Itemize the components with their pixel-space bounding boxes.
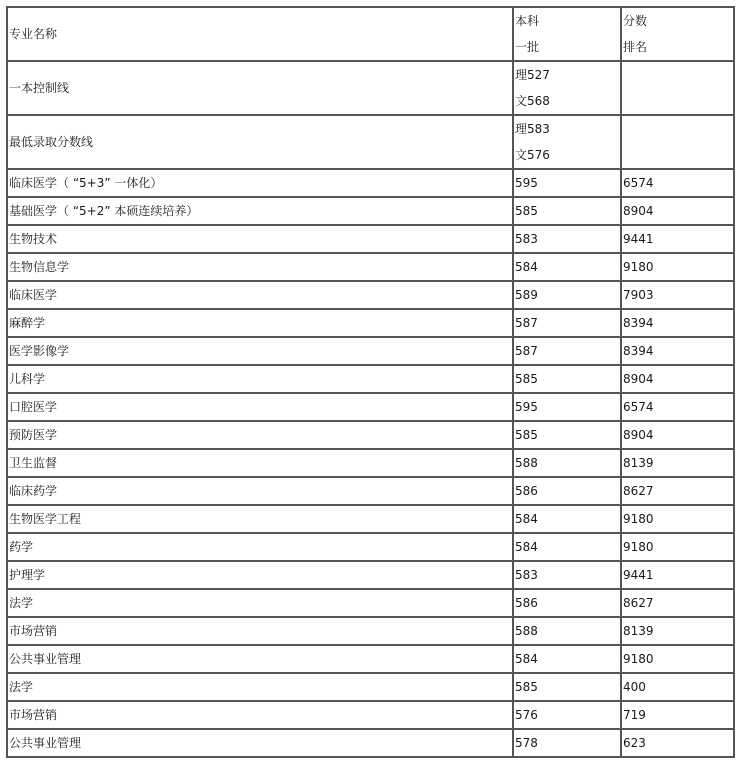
score-cell: 585 [513,673,621,701]
rank-cell: 8139 [621,449,734,477]
control-line-scores [513,61,621,115]
table-row [7,281,734,309]
major-cell: 市场营销 [7,701,513,729]
header-rank [621,7,734,61]
rank-cell: 9180 [621,253,734,281]
header-major-name [7,7,513,61]
score-cell: 584 [513,533,621,561]
rank-cell: 8627 [621,589,734,617]
table-row [7,561,734,589]
table-row [7,617,734,645]
score-cell: 595 [513,393,621,421]
rank-cell: 9441 [621,225,734,253]
header-rank-line1: 分数 [623,14,648,28]
header-score [513,7,621,61]
rank-cell: 9180 [621,645,734,673]
rank-cell: 8904 [621,421,734,449]
major-cell: 临床医学 [7,281,513,309]
score-cell: 585 [513,365,621,393]
score-cell: 586 [513,477,621,505]
score-cell: 587 [513,337,621,365]
score-cell: 586 [513,589,621,617]
header-row [7,7,734,61]
major-cell: 公共事业管理 [7,729,513,757]
rank-cell: 9180 [621,533,734,561]
table-row [7,477,734,505]
table-row [7,225,734,253]
score-cell: 584 [513,645,621,673]
rank-cell: 8627 [621,477,734,505]
major-cell: 市场营销 [7,617,513,645]
min-admission-rank [621,115,734,169]
table-row [7,645,734,673]
score-cell: 595 [513,169,621,197]
table-row [7,505,734,533]
table-row [7,169,734,197]
major-cell: 口腔医学 [7,393,513,421]
rank-cell: 8394 [621,337,734,365]
major-cell: 麻醉学 [7,309,513,337]
major-cell: 医学影像学 [7,337,513,365]
rank-cell: 400 [621,673,734,701]
control-line-label-text: 一本控制线 [9,81,70,95]
score-cell: 585 [513,197,621,225]
table-row [7,589,734,617]
major-cell: 药学 [7,533,513,561]
table-row [7,701,734,729]
major-cell: 生物信息学 [7,253,513,281]
score-cell: 584 [513,505,621,533]
major-cell: 临床药学 [7,477,513,505]
major-cell: 预防医学 [7,421,513,449]
major-cell: 生物医学工程 [7,505,513,533]
major-cell: 基础医学（ “5+2” 本硕连续培养） [7,197,513,225]
table-row [7,449,734,477]
control-line-rank [621,61,734,115]
header-rank-line2: 排名 [623,40,648,54]
rank-cell: 8394 [621,309,734,337]
score-cell: 584 [513,253,621,281]
table-row [7,533,734,561]
score-cell: 576 [513,701,621,729]
rank-cell: 7903 [621,281,734,309]
rank-cell: 623 [621,729,734,757]
rank-cell: 8904 [621,197,734,225]
score-cell: 585 [513,421,621,449]
table-row [7,729,734,757]
table-row [7,253,734,281]
major-cell: 法学 [7,589,513,617]
control-line-row [7,61,734,115]
rank-cell: 8904 [621,365,734,393]
table-row [7,197,734,225]
major-cell: 生物技术 [7,225,513,253]
control-line-arts: 文568 [515,94,550,108]
major-cell: 护理学 [7,561,513,589]
table-row [7,337,734,365]
table-row [7,365,734,393]
header-score-line2: 一批 [515,40,540,54]
admission-scores-table [6,6,735,758]
table-row [7,393,734,421]
min-admission-scores [513,115,621,169]
score-cell: 583 [513,561,621,589]
control-line-science: 理527 [515,68,550,82]
score-cell: 583 [513,225,621,253]
score-cell: 587 [513,309,621,337]
major-cell: 公共事业管理 [7,645,513,673]
table-row [7,421,734,449]
control-line-label [7,61,513,115]
table-row [7,309,734,337]
rank-cell: 8139 [621,617,734,645]
major-cell: 法学 [7,673,513,701]
rank-cell: 6574 [621,393,734,421]
major-cell: 卫生监督 [7,449,513,477]
header-score-line1: 本科 [515,14,540,28]
table-row [7,673,734,701]
score-cell: 589 [513,281,621,309]
score-cell: 588 [513,617,621,645]
min-admission-label [7,115,513,169]
min-admission-science: 理583 [515,122,550,136]
score-cell: 578 [513,729,621,757]
min-admission-row [7,115,734,169]
major-cell: 儿科学 [7,365,513,393]
header-major-label: 专业名称 [9,27,58,41]
rank-cell: 6574 [621,169,734,197]
score-cell: 588 [513,449,621,477]
rank-cell: 9441 [621,561,734,589]
rank-cell: 719 [621,701,734,729]
min-admission-arts: 文576 [515,148,550,162]
major-cell: 临床医学（ “5+3” 一体化） [7,169,513,197]
rank-cell: 9180 [621,505,734,533]
min-admission-label-text: 最低录取分数线 [9,135,94,149]
